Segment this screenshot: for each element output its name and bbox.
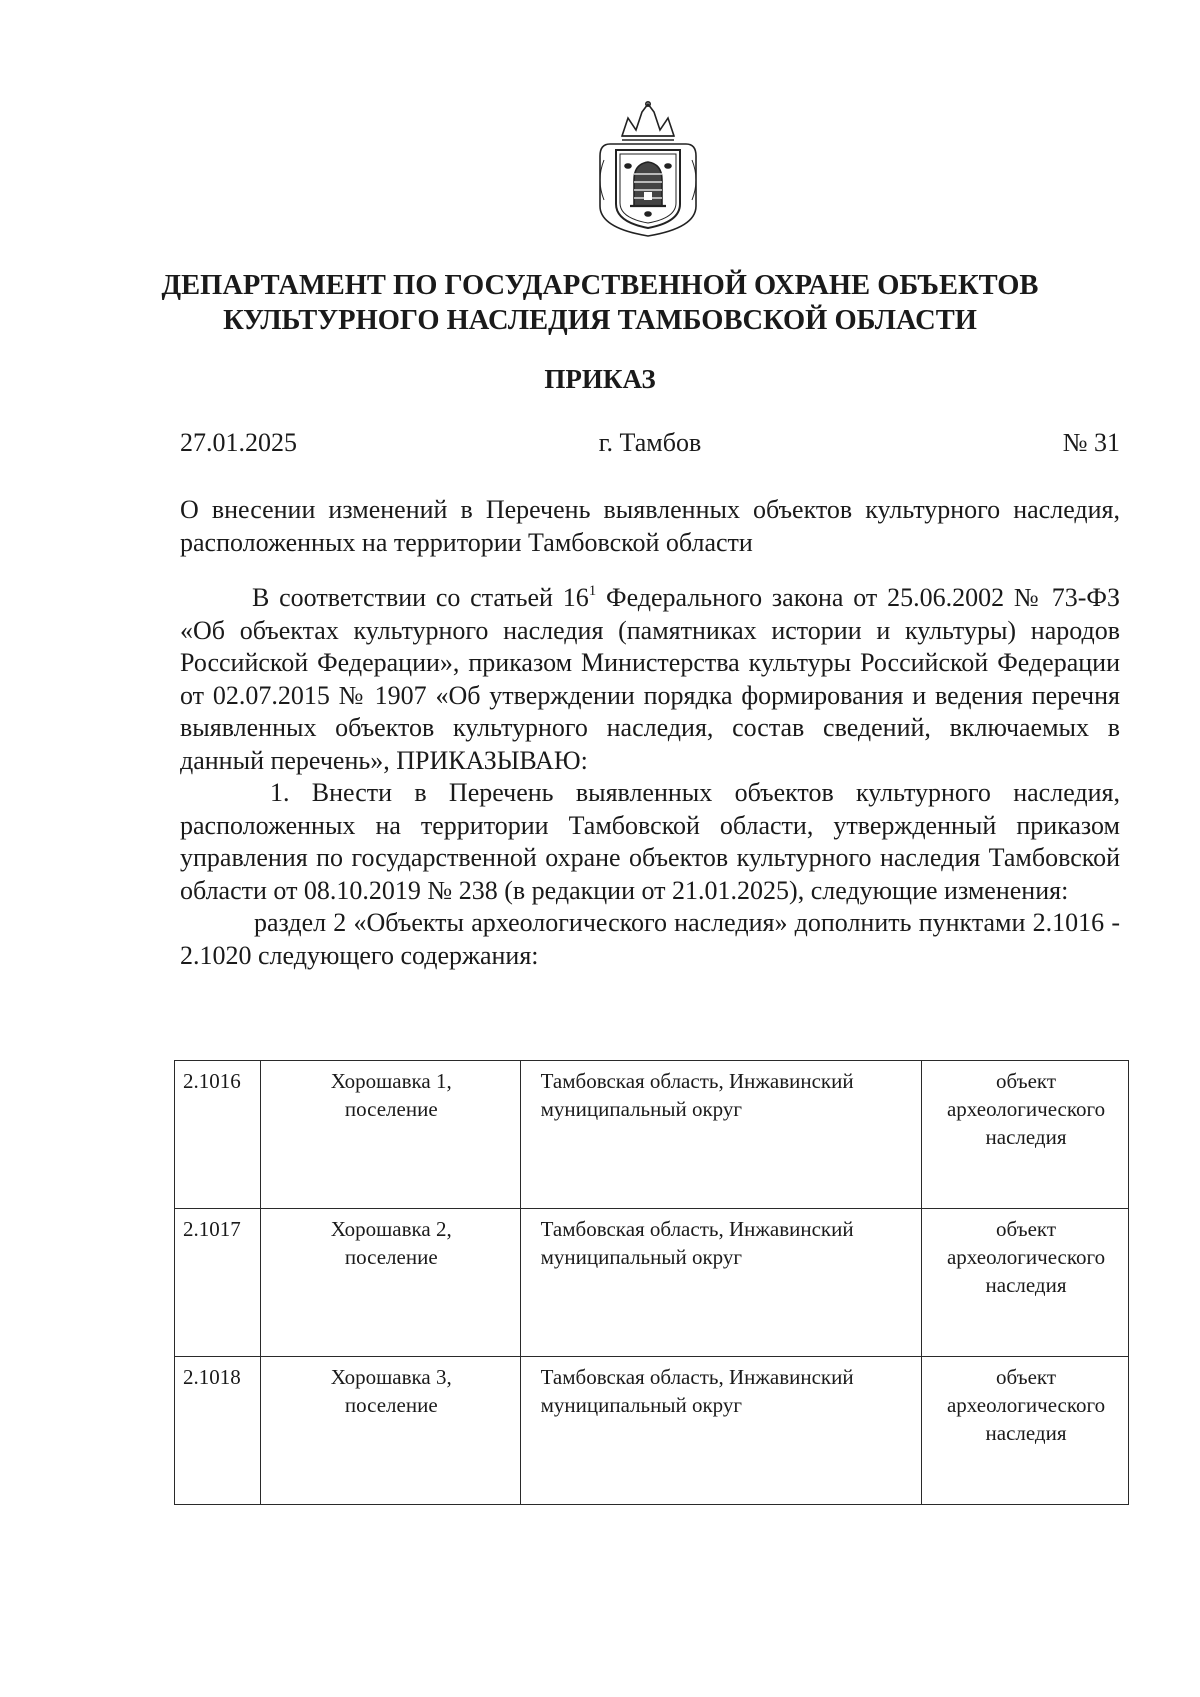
category-line-1: объект	[996, 1217, 1056, 1241]
object-kind-line: поселение	[344, 1245, 438, 1269]
category-line-2: археологического	[946, 1393, 1106, 1417]
org-line-2: КУЛЬТУРНОГО НАСЛЕДИЯ ТАМБОВСКОЙ ОБЛАСТИ	[223, 305, 977, 336]
organization-name	[150, 268, 1050, 338]
org-line-1: ДЕПАРТАМЕНТ ПО ГОСУДАРСТВЕННОЙ ОХРАНЕ ОБЪЕКТОВ	[161, 270, 1039, 301]
object-name	[260, 1061, 520, 1209]
object-category	[922, 1209, 1129, 1357]
object-name	[260, 1357, 520, 1505]
document-city: г. Тамбов	[598, 428, 702, 457]
coat-of-arms-emblem	[592, 100, 704, 240]
document-type: ПРИКАЗ	[544, 364, 656, 394]
article-superscript: 1	[588, 583, 597, 599]
paragraph-item-1: 1. Внести в Перечень выявленных объектов культурного наследия, расположенных на территории Тамбовской области, утвержденный приказом управления по государственной охране объектов культурного наследия Тамбовской области от 08.10.2019 № 238 (в редакции от 21.01.2025), следующие изменения:	[180, 778, 1120, 905]
category-line-3: наследия	[985, 1125, 1067, 1149]
object-name-line: Хорошавка 1,	[330, 1069, 452, 1093]
document-body	[180, 582, 1120, 972]
category-line-1: объект	[996, 1365, 1056, 1389]
object-location: Тамбовская область, Инжавинский муниципальный округ	[520, 1357, 921, 1505]
paragraph-preamble	[180, 582, 1120, 777]
heritage-objects-table	[174, 1060, 1129, 1505]
object-name	[260, 1209, 520, 1357]
object-name-line: Хорошавка 2,	[330, 1217, 452, 1241]
object-name-line: Хорошавка 3,	[330, 1365, 452, 1389]
object-kind-line: поселение	[344, 1097, 438, 1121]
preamble-start: В соответствии со статьей 16	[252, 583, 589, 612]
preamble-rest: Федерального закона от 25.06.2002 № 73-ФЗ «Об объектах культурного наследия (памятниках истории и культуры) народов Российской Федерации», приказом Министерства культуры Российской Федерации от 02.07.2015 № 1907 «Об утверждении порядка формирования и ведения перечня выявленных объектов культурного наследия, состав сведений, включаемых в данный перечень», ПРИКАЗЫВАЮ:	[180, 583, 1120, 775]
category-line-2: археологического	[946, 1097, 1106, 1121]
category-line-3: наследия	[985, 1421, 1067, 1445]
object-category	[922, 1061, 1129, 1209]
row-number: 2.1018	[175, 1357, 261, 1505]
category-line-3: наследия	[985, 1273, 1067, 1297]
row-number: 2.1016	[175, 1061, 261, 1209]
object-category	[922, 1357, 1129, 1505]
table-row	[175, 1357, 1129, 1505]
document-number: № 31	[1062, 428, 1120, 457]
paragraph-section-2: раздел 2 «Объекты археологического наследия» дополнить пунктами 2.1016 - 2.1020 следующего содержания:	[180, 908, 1120, 970]
object-location: Тамбовская область, Инжавинский муниципальный округ	[520, 1061, 921, 1209]
category-line-1: объект	[996, 1069, 1056, 1093]
table-row	[175, 1209, 1129, 1357]
document-date: 27.01.2025	[180, 428, 297, 457]
object-kind-line: поселение	[344, 1393, 438, 1417]
category-line-2: археологического	[946, 1245, 1106, 1269]
row-number: 2.1017	[175, 1209, 261, 1357]
object-location: Тамбовская область, Инжавинский муниципальный округ	[520, 1209, 921, 1357]
table-row	[175, 1061, 1129, 1209]
document-subject: О внесении изменений в Перечень выявленных объектов культурного наследия, расположенных на территории Тамбовской области	[180, 495, 1120, 557]
